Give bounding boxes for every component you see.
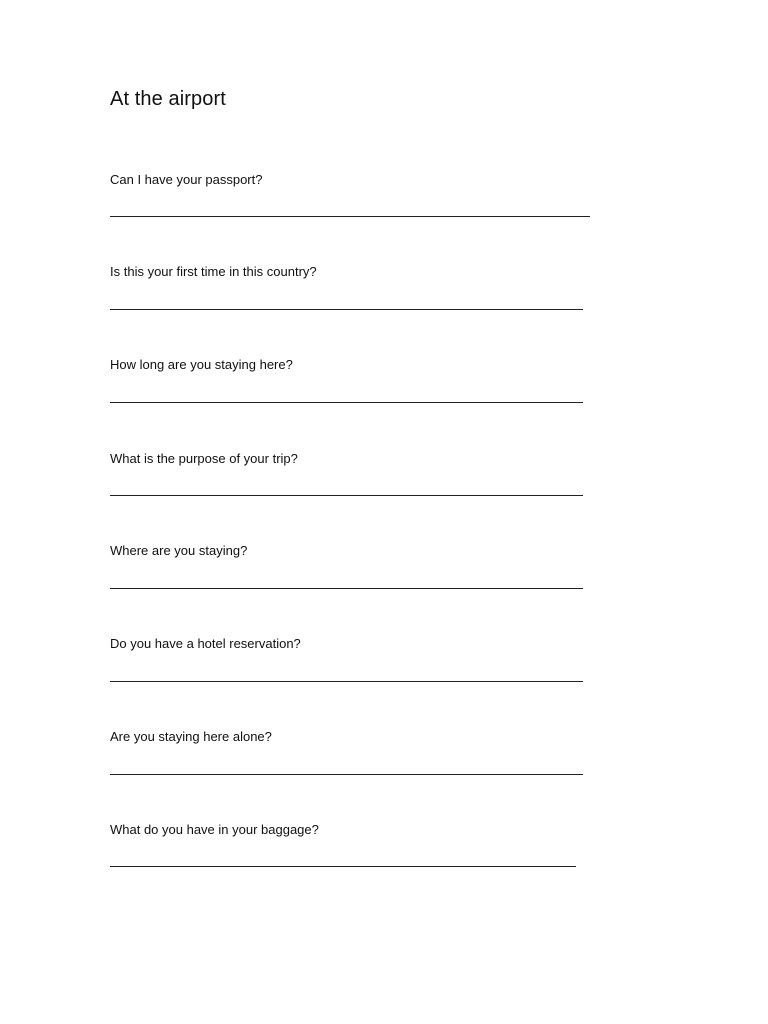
question-7: Are you staying here alone? [110, 729, 272, 744]
question-4: What is the purpose of your trip? [110, 451, 298, 466]
answer-line-3[interactable] [110, 402, 583, 403]
question-6: Do you have a hotel reservation? [110, 636, 301, 651]
question-2: Is this your first time in this country? [110, 264, 317, 279]
answer-line-4[interactable] [110, 495, 583, 496]
answer-line-6[interactable] [110, 681, 583, 682]
question-1: Can I have your passport? [110, 172, 263, 187]
answer-line-8[interactable] [110, 866, 576, 867]
answer-line-7[interactable] [110, 774, 583, 775]
question-3: How long are you staying here? [110, 357, 293, 372]
question-5: Where are you staying? [110, 543, 248, 558]
page-title: At the airport [110, 88, 226, 110]
answer-line-5[interactable] [110, 588, 583, 589]
answer-line-2[interactable] [110, 309, 583, 310]
question-8: What do you have in your baggage? [110, 822, 319, 837]
answer-line-1[interactable] [110, 216, 590, 217]
